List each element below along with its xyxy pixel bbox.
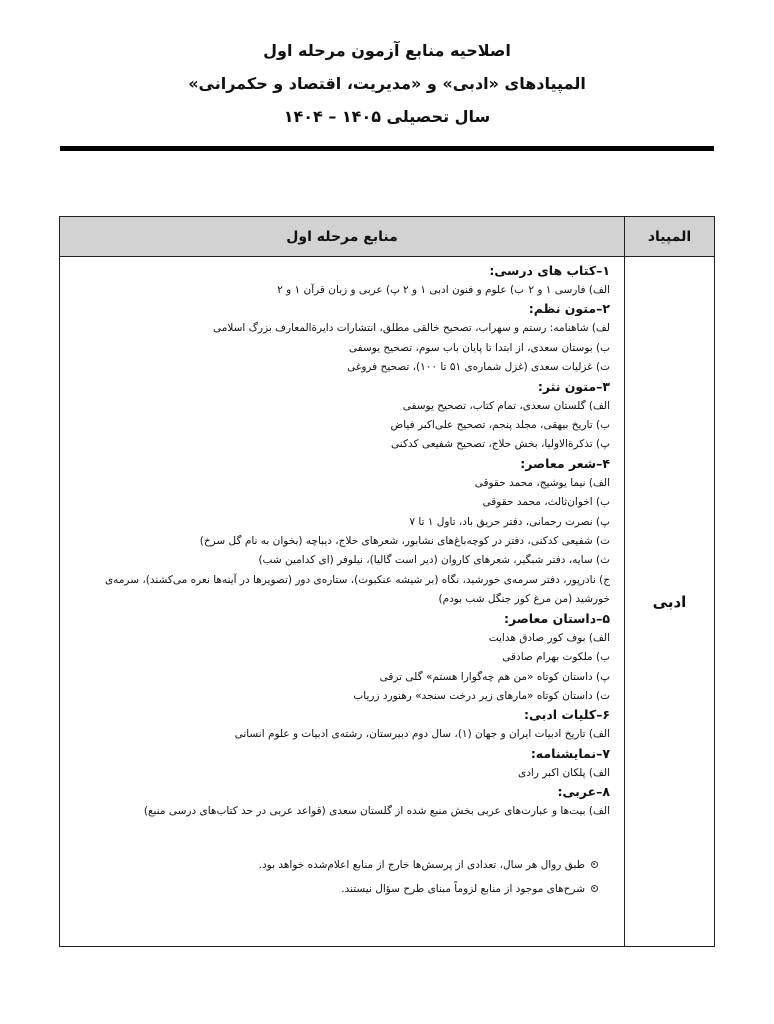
header-subtitle: المپیادهای «ادبی» و «مدیریت، اقتصاد و حکمرانی» [188,74,586,93]
olympiad-name-cell: ادبی [624,257,714,946]
column-header-olympiad: المپیاد [624,217,714,256]
header-academic-year: سال تحصیلی ۱۴۰۵ – ۱۴۰۴ [283,107,491,126]
list-item: الف) بوف کور صادق هدایت [488,631,610,644]
section-title-drama: ۷–نمایشنامه: [530,745,610,761]
section-title-prose: ۳–متون نثر: [537,378,610,394]
section-title-contemporary-fiction: ۵–داستان معاصر: [503,610,610,626]
header-divider [60,146,714,151]
list-item: الف) تاریخ ادبیات ایران و جهان (۱)، سال دوم دبیرستان، رشته‌ی ادبیات و علوم انسانی [234,728,610,741]
note-text: شرح‌های موجود از منابع لزوماً مبنای طرح سؤال نیستند. [341,882,585,895]
note-text: طبق روال هر سال، تعدادی از پرسش‌ها خارج از منابع اعلام‌شده خواهد بود. [258,858,585,871]
list-item: ت) شفیعی کدکنی، دفتر در کوچه‌باغ‌های نشابور، شعرهای حلاج، دیباچه (بخوان به نام گل سرخ) [199,535,610,548]
header-title: اصلاحیه منابع آزمون مرحله اول [263,41,511,60]
section-title-textbooks: ۱–کتاب های درسی: [489,263,610,278]
bullet-icon [591,885,598,892]
list-item: ب) تاریخ بیهقی، مجلد پنجم، تصحیح علی‌اکبر فیاض [390,419,610,432]
list-item: پ) تذکرةالاولیا، بخش حلاج، تصحیح شفیعی کدکنی [391,438,610,451]
section-title-verse: ۲–متون نظم: [528,301,610,317]
bullet-icon [591,861,598,868]
sources-table [59,216,715,947]
section-title-literary-overview: ۶–کلیات ادبی: [523,707,610,723]
note-item [68,877,598,901]
list-item: ت) داستان کوتاه «مارهای زیر درخت سنجد» رهنورد زریاب [353,689,610,702]
list-item: الف) بیت‌ها و عبارت‌های عربی بخش منبع شده از گلستان سعدی (قواعد عربی در حد کتاب‌های درسی منبع) [143,805,610,818]
list-item: پ) عربی و زبان قرآن ۱ و ۲ [277,284,400,296]
list-item: ب) علوم و فنون ادبی ۱ و ۲ [402,284,524,296]
list-item: الف) فارسی ۱ و ۲ [528,284,610,296]
column-header-sources: منابع مرحله اول [286,228,398,245]
list-item: الف) نیما یوشیج، محمد حقوقی [474,476,610,489]
list-item: ث) سایه، دفتر شبگیر، شعرهای کاروان (دیر است گالیا)، نیلوفر (ای کدامین شب) [258,554,610,567]
list-item: الف) گلستان سعدی، تمام کتاب، تصحیح یوسفی [402,399,610,412]
list-item: پ) نصرت رحمانی، دفتر حریق باد، تاول ۱ تا ۷ [409,515,610,528]
list-item: پ) داستان کوتاه «من هم چه‌گوارا هستم» گلی ترقی [379,670,610,683]
sources-cell [60,257,624,946]
section-title-contemporary-poetry: ۴–شعر معاصر: [520,455,610,471]
list-item: ج) نادرپور، دفتر سرمه‌ی خورشید، نگاه (بر شیشه عنکبوت)، ستاره‌ی دور (تصویرها در آینه‌ها نعره می‌کشند)، سرمه‌ی خورشید (من مرغ کور جنگل شب بودم) [104,573,610,606]
document-header [0,34,774,133]
list-item: ب) بوستان سعدی، از ابتدا تا پایان باب سوم، تصحیح یوسفی [348,341,610,354]
list-item: ب) ملکوت بهرام صادقی [502,651,610,664]
list-item: لف) شاهنامه: رستم و سهراب، تصحیح خالقی مطلق، انتشارات دایرةالمعارف بزرگ اسلامی [212,322,610,335]
list-item: ت) غزلیات سعدی (غزل شماره‌ی ۵۱ تا ۱۰۰)، تصحیح فروغی [347,361,610,374]
notes-list [68,853,610,901]
note-item [68,853,598,877]
table-header [60,217,714,257]
textbooks-row [68,281,610,300]
list-item: الف) پلکان اکبر رادی [518,766,610,779]
section-title-arabic: ۸–عربی: [557,784,610,800]
list-item: ب) اخوان‌ثالث، محمد حقوقی [482,496,610,509]
